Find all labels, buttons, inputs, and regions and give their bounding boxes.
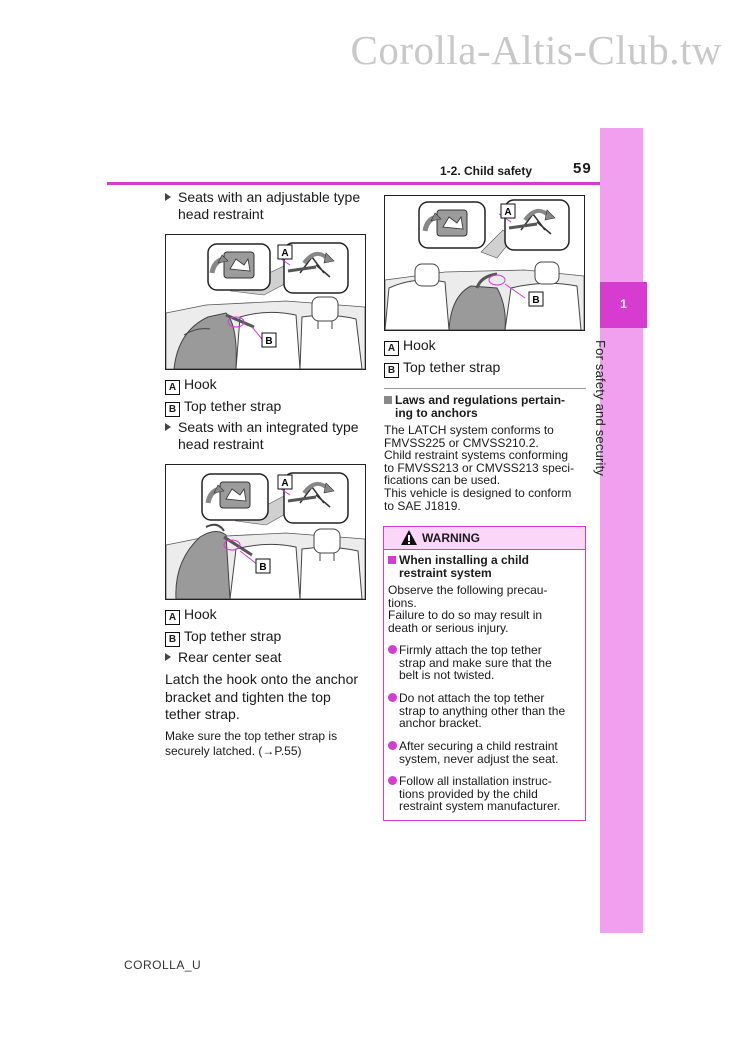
warning-intro: Observe the following precau- tions. Failure to do so may result in death or serious injury.	[388, 583, 548, 635]
header-rule	[107, 182, 600, 185]
illustration-seat-adjustable	[166, 235, 365, 369]
warning-header	[384, 527, 585, 550]
bullet-adjustable: Seats with an adjustable type head restraint	[165, 189, 360, 223]
warning-triangle-icon	[400, 529, 418, 546]
bullet-arrow-icon	[165, 423, 171, 431]
warning-subheading: When installing a child restraint system	[388, 554, 529, 580]
note-paragraph: Make sure the top tether strap is securely latched. (→P.55)	[165, 729, 338, 758]
figure-adjustable-head-restraint	[165, 234, 366, 370]
warning-title: WARNING	[422, 531, 480, 545]
bullet-integrated: Seats with an integrated type head restraint	[165, 419, 359, 453]
gray-square-icon	[384, 396, 392, 404]
figure1-callout-a: A	[281, 248, 289, 259]
illustration-seat-rear-center	[385, 196, 584, 330]
warning-item-4: Follow all installation instruc- tions provided by the child restraint system manufacturer.	[384, 775, 585, 813]
bullet-rear-center: Rear center seat	[165, 649, 282, 666]
figure1-callout-b: B	[265, 336, 273, 347]
figure-integrated-head-restraint	[165, 464, 366, 600]
bullet-arrow-icon	[165, 193, 171, 201]
legend-hook-1: A Hook	[165, 375, 217, 395]
pink-square-icon	[388, 556, 396, 564]
illustration-seat-integrated	[166, 465, 365, 599]
figure-rear-center-seat	[384, 195, 585, 331]
watermark: Corolla-Altis-Club.tw	[350, 27, 722, 73]
section-title: 1-2. Child safety	[440, 164, 533, 178]
warning-item-3: After securing a child restraint system, never adjust the seat.	[384, 740, 585, 766]
bullet-dot-icon	[388, 645, 397, 654]
legend-top-tether-3: B Top tether strap	[384, 358, 500, 378]
bullet-dot-icon	[388, 693, 397, 702]
instruction-paragraph: Latch the hook onto the anchor bracket and tighten the top tether strap.	[165, 671, 359, 722]
warning-box	[383, 526, 586, 821]
legend-hook-3: A Hook	[384, 336, 436, 356]
footer-model-code: COROLLA_U	[124, 958, 202, 972]
laws-text: The LATCH system conforms to FMVSS225 or CMVSS210.2. Child restraint systems conforming to FMVSS213 or CMVSS213 speci- fications can be used. This vehicle is designed to conform to SAE J1819.	[384, 423, 575, 513]
figure2-callout-a: A	[281, 478, 289, 489]
side-tab	[600, 128, 643, 933]
figure3-callout-b: B	[532, 295, 540, 306]
chapter-number: 1	[600, 282, 647, 328]
page-reference-link[interactable]: (→P.55)	[258, 744, 302, 758]
legend-hook-2: A Hook	[165, 605, 217, 625]
bullet-arrow-icon	[165, 653, 171, 661]
page-number: 59	[573, 160, 592, 177]
bullet-dot-icon	[388, 741, 397, 750]
laws-heading: Laws and regulations pertain- ing to anchors	[384, 394, 565, 420]
figure2-callout-b: B	[259, 562, 267, 573]
warning-item-1: Firmly attach the top tether strap and make sure that the belt is not twisted.	[384, 644, 585, 682]
section-divider	[384, 388, 586, 389]
warning-item-2: Do not attach the top tether strap to anything other than the anchor bracket.	[384, 692, 585, 730]
figure3-callout-a: A	[504, 207, 512, 218]
legend-top-tether-1: B Top tether strap	[165, 397, 281, 417]
legend-top-tether-2: B Top tether strap	[165, 627, 281, 647]
chapter-title: For safety and security	[593, 340, 608, 477]
bullet-dot-icon	[388, 776, 397, 785]
